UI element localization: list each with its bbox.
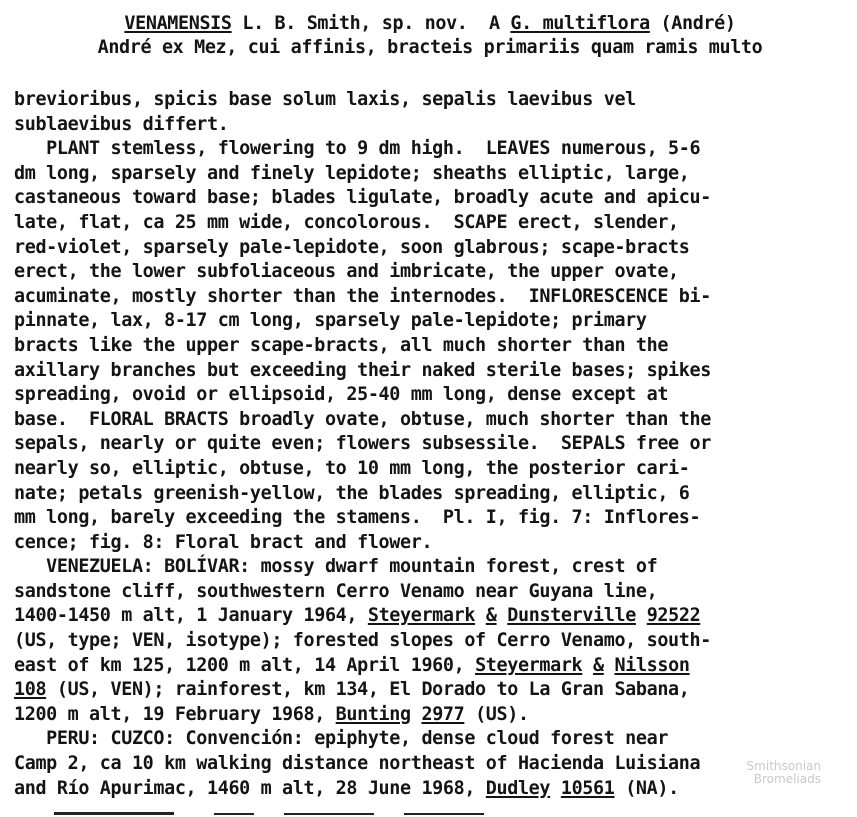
watermark-line-1: Smithsonian [746,759,821,773]
cropped-glyph-fragment [404,813,484,815]
separator [411,704,422,725]
text-line: spreading, ovoid or ellipsoid, 25-40 mm long, dense except at [14,384,669,406]
text-line: sandstone cliff, southwestern Cerro Venamo near Guyana line, [14,580,658,602]
related-species-author: (André) [649,13,736,34]
cropped-glyph-fragment [284,813,374,815]
collection-number: 10561 [560,777,615,799]
species-description [14,88,844,801]
collector-name: Nilsson [614,654,690,676]
citation-text: and Río Apurimac, 1460 m alt, 28 June 1968, [14,777,486,799]
separator [497,605,508,626]
text-line: mm long, barely exceeding the stamens. Pl. I, fig. 7: Inflores- [14,507,701,529]
cropped-next-line-fragment [14,810,534,816]
author-and-status: L. B. Smith, sp. nov. A [231,13,511,34]
text-line: cence; fig. 8: Floral bract and flower. [14,531,433,553]
citation-text: east of km 125, 1200 m alt, 14 April 1960, [14,654,476,676]
watermark-line-2: Bromeliads [753,772,821,786]
text-line: axillary branches but exceeding their naked sterile bases; spikes [14,359,711,381]
citation-text: 1200 m alt, 19 February 1968, [14,703,336,725]
collector-name: Bunting [335,703,411,725]
separator [582,655,593,676]
cropped-glyph-fragment [54,812,174,815]
separator [550,778,561,799]
ampersand: & [593,654,604,676]
separator [636,605,647,626]
specimen-citation-line [14,777,844,802]
specimen-citation-line [14,703,844,728]
collector-name: Dunsterville [507,605,636,627]
collection-number: 92522 [646,605,701,627]
text-line: (US, type; VEN, isotype); forested slopes of Cerro Venamo, south- [14,630,711,652]
text-line: dm long, sparsely and finely lepidote; sheaths elliptic, large, [14,162,690,184]
ampersand: & [485,605,497,627]
text-line: PERU: CUZCO: Convención: epiphyte, dense cloud forest near [14,728,669,750]
specimen-citation-line [14,678,844,703]
watermark [747,760,821,786]
citation-text: 1400-1450 m alt, 1 January 1964, [14,605,368,627]
text-line: Camp 2, ca 10 km walking distance northeast of Hacienda Luisiana [14,753,701,775]
text-line: castaneous toward base; blades ligulate, broadly acute and apicu- [14,187,711,209]
citation-text: (NA). [614,777,679,799]
specimen-citation-line [14,654,844,679]
text-line: sepals, nearly or quite even; flowers subsessile. SEPALS free or [14,433,711,455]
text-line: bracts like the upper scape-bracts, all much shorter than the [14,334,669,356]
text-line: sublaevibus differt. [14,113,229,135]
text-line: nearly so, elliptic, obtuse, to 10 mm long, the posterior cari- [14,457,690,479]
text-line: VENEZUELA: BOLÍVAR: mossy dwarf mountain forest, crest of [14,556,658,578]
cropped-glyph-fragment [214,813,254,815]
text-line: late, flat, ca 25 mm wide, concolorous. SCAPE erect, slender, [14,211,679,233]
citation-text: (US, VEN); rainforest, km 134, El Dorado to La Gran Sabana, [46,679,690,701]
collection-number: 108 [14,679,47,701]
text-line: pinnate, lax, 8-17 cm long, sparsely pale-lepidote; primary [14,310,647,332]
species-header [10,12,850,60]
text-line: brevioribus, spicis base solum laxis, sepalis laevibus vel [14,89,636,110]
collector-name: Steyermark [475,654,583,676]
text-line: red-violet, sparsely pale-lepidote, soon glabrous; scape-bracts [14,236,690,258]
text-line: nate; petals greenish-yellow, the blades spreading, elliptic, 6 [14,482,690,504]
header-line-2: André ex Mez, cui affinis, bracteis primariis quam ramis multo [97,37,763,58]
text-line: erect, the lower subfoliaceous and imbricate, the upper ovate, [14,261,679,283]
text-line: acuminate, mostly shorter than the internodes. INFLORESCENCE bi- [14,285,711,307]
separator [604,655,615,676]
collection-number: 2977 [421,703,465,725]
related-species: G. multiflora [510,13,650,34]
specimen-citation-line [14,604,844,629]
separator [475,605,486,626]
text-line: PLANT stemless, flowering to 9 dm high. LEAVES numerous, 5-6 [14,138,701,160]
collector-name: Dudley [485,777,551,799]
header-line-1 [10,12,850,36]
collector-name: Steyermark [367,605,476,627]
species-epithet: VENAMENSIS [124,13,232,34]
citation-text: (US). [464,703,529,725]
text-line: base. FLORAL BRACTS broadly ovate, obtuse, much shorter than the [14,408,711,430]
